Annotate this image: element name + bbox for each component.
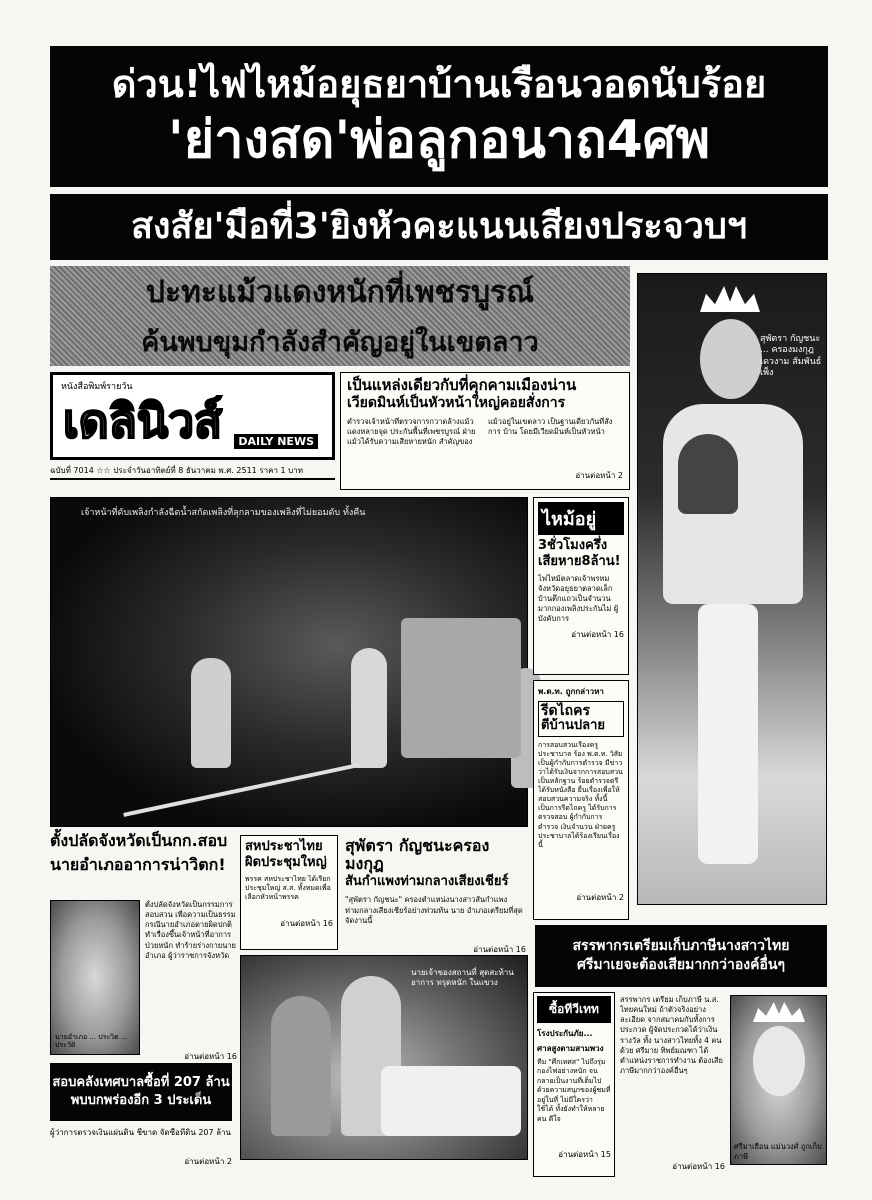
police-headline-1: รีดไถคร: [541, 703, 591, 719]
budget-headline-banner: [50, 1063, 232, 1121]
cover-photo: [637, 273, 827, 905]
governor-headline-1: ตั้งปลัดจังหวัดเป็นกก.สอบ: [50, 831, 228, 850]
fire-photo-caption: เจ้าหน้าที่ดับเพลิงกำลังฉีดน้ำสกัดเพลิงที่ลุกลามของเพลิงที่ไม่ยอมดับ ทั้งคืน: [81, 508, 366, 518]
trophy-icon: [678, 434, 738, 514]
tax-headline-line1: สรรพากรเตรียมเก็บภาษีนางสาวไทย: [572, 938, 790, 955]
budget-body: ผู้ว่าการตรวจเงินแผ่นดิน ชี้ขาด จัดซื้อที่ดิน 207 ล้าน: [50, 1128, 232, 1137]
pageant-headline-2: สันกำแพงท่ามกลางเสียงเชียร์: [345, 874, 509, 890]
police-cont: อ่านต่อหน้า 2: [576, 892, 624, 902]
nan-headline-line2: เวียดมินห์เป็นหัวหน้าใหญ่คอยสั่งการ: [347, 394, 566, 411]
nan-cont: อ่านต่อหน้า 2: [575, 470, 623, 480]
nan-story: [340, 372, 630, 490]
issue-rule: [50, 478, 335, 480]
police-story: [533, 680, 629, 920]
third-headline-banner: [50, 266, 630, 366]
masthead-logo: เดลินิวส์: [63, 394, 223, 448]
coop-body: พรรค สหประชาไทย ได้เรียกประชุมใหญ่ ส.ส. ทั้งหมดเพื่อเลือกหัวหน้าพรรค: [245, 874, 331, 902]
queen-face: [700, 319, 762, 399]
fire-cont: อ่านต่อหน้า 16: [571, 629, 624, 639]
budget-cont: อ่านต่อหน้า 2: [184, 1157, 232, 1166]
fire-headline-2: 3ชั่วโมงครึ่ง: [538, 538, 608, 553]
coop-headline-1: สหประชาไทย: [245, 839, 323, 854]
budget-headline-line1: สอบคลังเทศบาลซื้อที่ 207 ล้าน: [52, 1075, 230, 1091]
budget-headline-line2: พบบกพร่องอีก 3 ประเด็น: [70, 1093, 212, 1108]
queen-face: [753, 1026, 805, 1096]
nan-body: ตำรวจเจ้าหน้าที่ตรวจการกวาดล้างแม้วแดงหลายจุด ประกันพื้นที่เพชรบูรณ์ ฝ่ายแม้วได้รับความเสียหายหนัก สำคัญของแม้วอยู่ในเขตลาว เป็นฐานเดียวกันที่สั่งการ บ้าน โดยมีเวียดมินห์เป็นหัวหน้า: [347, 416, 613, 447]
pageant-story: [343, 835, 528, 955]
police-body: การสอบสวนเรื่องครูประชาบาล ร้อง พ.ต.ท. วิสัยเป็นผู้กำกับการตำรวจ มีข่าวว่าได้รับเงินจากการสอบสวน เป็นหลักฐาน ร้อยตำรวจตรีได้รับหนังสือ ยื่นเรื่องเพื่อให้สอบสวนความจริง ทั้งนี้เป็นการรีดไถครู ได้รับการตรวจสอบ ผู้กำกับการ ตำรวจ เงินจำนวน ฝ่ายครู ประชาบาลได้ร้องเรียนเรื่องนี้: [538, 740, 623, 849]
governor-headline-2: นายอำเภออาการน่าวิตก!: [50, 854, 226, 874]
tax-body: สรรพากร เตรียม เก็บภาษี น.ส. ไทยคนใหม่ ถ้าตัวจริงอย่างละเอียด จากสมาคมกับทั้งการประกวด ผู้จัดประกวดได้ว่าเงินรางวัล ทั้ง นางสาวไทยทั้ง 4 คนด้วย ศรีมาย ทิพย์มณฑา ได้ ตำแหน่งราชการทำงาน ต้องเสียภาษีมากกว่าองค์อื่นๆ: [620, 995, 723, 1075]
firefighter-figure: [351, 648, 387, 768]
police-kicker: พ.ต.ท. ถูกกล่าวหา: [538, 687, 604, 696]
gossip-body: ทีม "ศึกเทศส" ไปถึงรุ่มกองไฟอย่างหนัก จนกลายเป็นงานที่เต็มไปด้วยความสนุกของผู้ชมที่อยู่ในที่ ไม่มีใครว่า ใช้ได้ ทั้งยังทำให้หลายคน ดีใจ: [537, 1058, 611, 1123]
gossip-logo: ซื้อทีวีเทท: [537, 996, 611, 1023]
market-photo: [240, 955, 528, 1160]
patient-bed: [381, 1066, 521, 1136]
cooperative-story: [240, 835, 338, 950]
queen-legs: [698, 604, 758, 864]
third-headline-line2: ค้นพบขุมกำลังสำคัญอยู่ในเขตลาว: [141, 327, 539, 358]
tax-photo-caption: ศรีมาเยือน แม่นวงศ์ ถูกเก็บภาษี: [734, 1142, 822, 1161]
fire-photo: [50, 497, 528, 827]
gossip-item1: โรงประกันภัย...: [537, 1029, 593, 1038]
fire-truck: [401, 618, 521, 758]
pageant-cont: อ่านต่อหน้า 16: [473, 945, 526, 955]
fire-headline-3: เสียหาย8ล้าน!: [538, 554, 621, 570]
masthead-small-label: หนังสือพิมพ์รายวัน: [61, 382, 133, 392]
governor-photo: [50, 900, 140, 1055]
second-headline: สงสัย'มือที่3'ยิงหัวคะแนนเสียงประจวบฯ: [130, 206, 748, 248]
tax-headline-line2: ศรีมาเยจะต้องเสียมากกว่าองค์อื่นๆ: [577, 957, 785, 973]
issue-line: ฉบับที่ 7014 ☆☆ ประจำวันอาทิตย์ที่ 8 ธันวาคม พ.ศ. 2511 ราคา 1 บาท: [50, 466, 303, 475]
police-headline-box: [538, 701, 624, 737]
crown-icon: [700, 286, 760, 312]
gossip-cont: อ่านต่อหน้า 15: [558, 1150, 611, 1159]
tax-photo: [730, 995, 827, 1165]
fire-body: ไฟไหม้ตลาดเจ้าพรหมจังหวัดอยุธยาตลาดเล็ก บ้านตึกแถวเป็นจำนวนมากกองเพลิงประกันไม่ ผู้บังคับการ: [538, 573, 619, 624]
cover-photo-caption: สุพัตรา กัญชนะ ... ครองมงกุฎ เดวงาม สัมพันธ์เพ็ง: [760, 334, 822, 378]
pageant-headline-1: สุพัตรา กัญชนะครองมงกุฎ: [345, 836, 490, 873]
police-headline-2: ตีบ้านปลาย: [541, 718, 606, 734]
fire-headline-1: ไหม้อยู่: [538, 502, 624, 535]
third-headline-line1: ปะทะแม้วแดงหนักที่เพชรบูรณ์: [145, 275, 535, 310]
governor-cont: อ่านต่อหน้า 16: [184, 1052, 237, 1061]
nan-headline-line1: เป็นแหล่งเดียวกับที่คุกคามเมืองน่าน: [347, 376, 577, 394]
fire-hose: [123, 763, 359, 817]
second-headline-banner: [50, 194, 828, 260]
governor-body: ตั้งปลัดจังหวัดเป็นกรรมการสอบสวน เพื่อความเป็นธรรม กรณีนายอำเภอตายผิดปกติ ทำเรื่องขึ้นเจ้าหน้าที่อาการป่วยหนัก ทำร้ายร่างกายนายอำเภอ ผู้ว่าราชการจังหวัด: [145, 900, 236, 960]
masthead: [50, 372, 335, 460]
governor-headline: [50, 832, 238, 892]
pageant-body: "สุพัตรา กัญชนะ" ครองตำแหน่งนางสาวสันกำแพง ท่ามกลางเสียงเชียร์อย่างท่วมท้น นาย อำเภอเตรียมที่สุดจัดงานนี้: [345, 895, 523, 925]
main-headline-banner: [50, 46, 828, 187]
market-photo-caption: นายเจ้าของสถานที่ สุดสะท้าน อาการ ทรุดหนัก ในแขวง: [411, 968, 514, 987]
tax-cont: อ่านต่อหน้า 16: [672, 1162, 725, 1171]
masthead-logo-en: DAILY NEWS: [234, 434, 318, 449]
tax-headline-banner: [535, 925, 827, 987]
firefighter-figure: [191, 658, 231, 768]
main-headline-line1: ด่วน!ไฟไหม้อยุธยาบ้านเรือนวอดนับร้อย: [111, 62, 767, 107]
coop-cont: อ่านต่อหน้า 16: [280, 918, 333, 928]
main-headline-line2: 'ย่างสด'พ่อลูกอนาถ4ศพ: [167, 110, 711, 171]
crown-icon: [753, 1002, 805, 1022]
gossip-column: [533, 992, 615, 1177]
governor-photo-caption: นายอำเภอ ... ประวิต ... ประวัติ: [55, 1032, 128, 1050]
fire-story: [533, 497, 629, 675]
gossip-item2: ศาลสูงตามสามพวง: [537, 1044, 604, 1053]
person-figure: [271, 996, 331, 1136]
coop-headline-2: ผิดประชุมใหญ่: [245, 855, 327, 871]
